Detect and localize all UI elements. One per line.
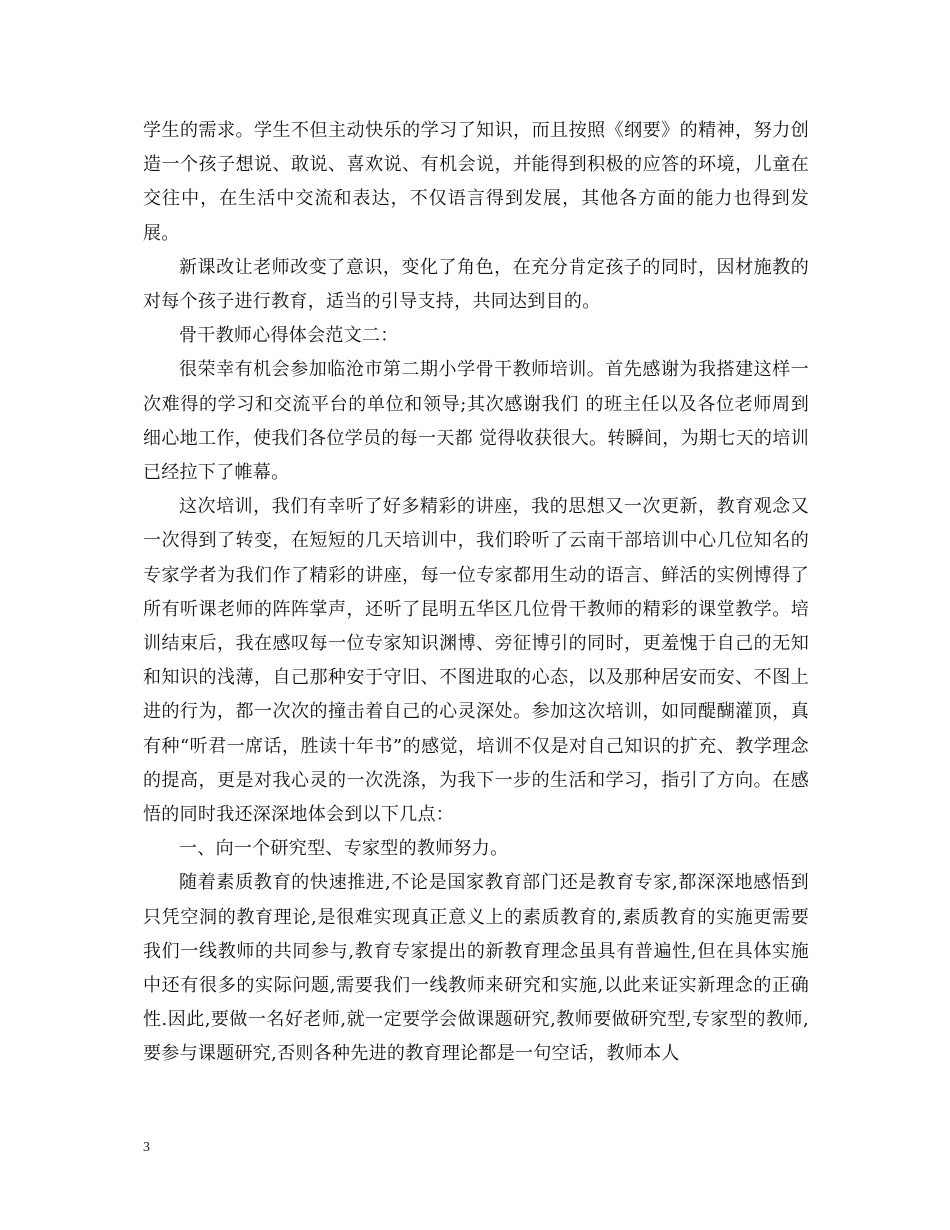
- page-number: 3: [143, 1140, 150, 1155]
- paragraph-2: 新课改让老师改变了意识，变化了角色，在充分肯定孩子的同时，因材施教的对每个孩子进行教育，适当的引导支持，共同达到目的。: [143, 256, 809, 313]
- document-body: [143, 114, 809, 1072]
- subheading-point-one: 一、向一个研究型、专家型的教师努力。: [179, 838, 509, 860]
- paragraph-4: 很荣幸有机会参加临沧市第二期小学骨干教师培训。首先感谢为我搭建这样一次难得的学习和交流平台的单位和领导;其次感谢我们 的班主任以及各位老师周到细心地工作，使我们各位学员的每一天都 觉得收获很大。转瞬间，为期七天的培训已经拉下了帷幕。: [143, 359, 809, 484]
- paragraph-5: 这次培训，我们有幸听了好多精彩的讲座，我的思想又一次更新，教育观念又一次得到了转变，在短短的几天培训中，我们聆听了云南干部培训中心几位知名的专家学者为我们作了精彩的讲座，每一位专家都用生动的语言、鲜活的实例博得了所有听课老师的阵阵掌声，还听了昆明五华区几位骨干教师的精彩的课堂教学。培训结束后，我在感叹每一位专家知识渊博、旁征博引的同时，更羞愧于自己的无知和知识的浅薄，自己那种安于守旧、不图进取的心态，以及那种居安而安、不图上进的行为，都一次次的撞击着自己的心灵深处。参加这次培训，如同醍醐灌顶，真有种“听君一席话，胜读十年书”的感觉，培训不仅是对自己知识的扩充、教学理念的提高，更是对我心灵的一次洗涤，为我下一步的生活和学习，指引了方向。在感悟的同时我还深深地体会到以下几点：: [143, 496, 809, 826]
- paragraph-1: 学生的需求。学生不但主动快乐的学习了知识，而且按照《纲要》的精神，努力创造一个孩子想说、敢说、喜欢说、有机会说，并能得到积极的应答的环境，儿童在交往中，在生活中交流和表达，不仅语言得到发展，其他各方面的能力也得到发展。: [143, 120, 809, 244]
- paragraph-7: 随着素质教育的快速推进,不论是国家教育部门还是教育专家,都深深地感悟到只凭空洞的教育理论,是很难实现真正意义上的素质教育的,素质教育的实施更需要我们一线教师的共同参与,教育专家提出的新教育理念虽具有普遍性,但在具体实施中还有很多的实际问题,需要我们一线教师来研究和实施,以此来证实新理念的正确性.因此,要做一名好老师,就一定要学会做课题研究,教师要做研究型,专家型的教师,要参与课题研究,否则各种先进的教育理论都是一句空话，教师本人: [143, 872, 809, 1065]
- section-heading-essay-two: 骨干教师心得体会范文二：: [179, 325, 399, 347]
